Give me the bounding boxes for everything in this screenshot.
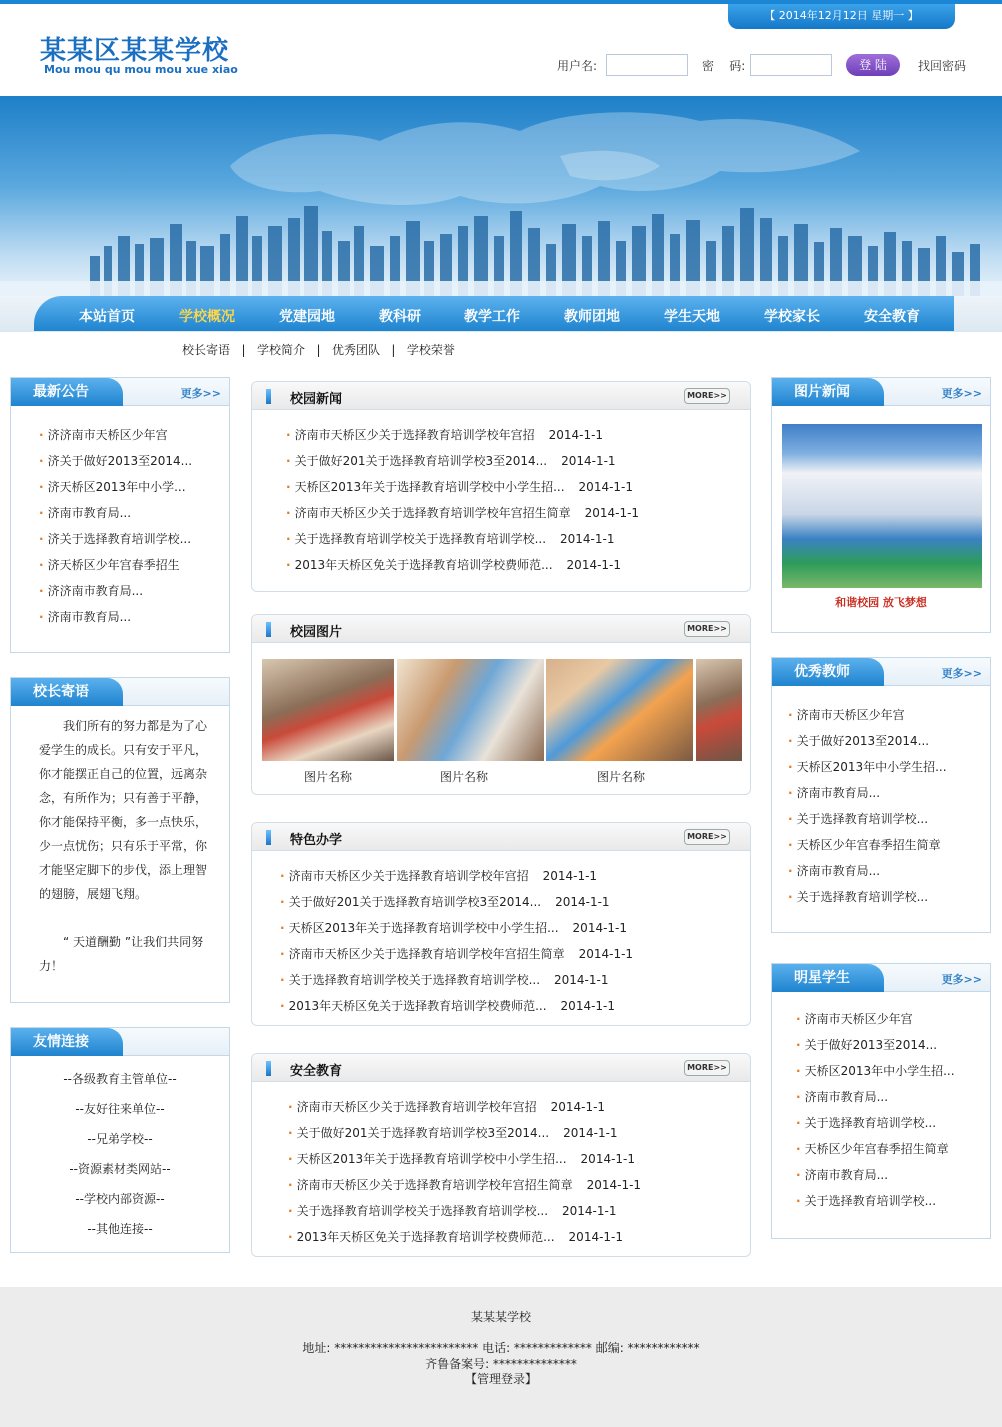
item-title: 济南市天桥区少关于选择教育培训学校年宫招生简章 (296, 1178, 573, 1192)
item-title: 天桥区2013年关于选择教育培训学校中小学生招... (294, 480, 565, 494)
panel-title: 图片新闻 (772, 378, 884, 406)
safety-education-panel (251, 1053, 751, 1257)
notices-panel (10, 377, 230, 653)
panel-header (252, 615, 750, 643)
school-logo-pinyin: Mou mou qu mou mou xue xiao (44, 63, 238, 76)
list-item[interactable]: · 关于选择教育培训学校... (796, 1188, 955, 1214)
campus-photo-1[interactable] (262, 659, 394, 761)
username-label: 用户名: (557, 59, 598, 73)
subnav-team[interactable]: 优秀团队 (331, 343, 380, 357)
item-title: 天桥区2013年关于选择教育培训学校中小学生招... (288, 921, 559, 935)
panel-title: 友情连接 (11, 1028, 123, 1056)
panel-title: 明星学生 (772, 964, 884, 992)
login-button[interactable]: 登 陆 (846, 54, 900, 76)
list-item[interactable]: · 济南市天桥区少年宫 (796, 1006, 955, 1032)
header-marker (266, 389, 271, 404)
list-item[interactable]: · 济天桥区2013年中小学... (39, 474, 192, 500)
subnav (182, 341, 455, 358)
footer-address: 地址: ************************ 电话: ************* 邮编: ************ (302, 1341, 700, 1355)
notice-list (39, 422, 192, 630)
admin-login-link[interactable]: 【管理登录】 (464, 1372, 537, 1386)
item-date: 2014-1-1 (580, 1152, 636, 1166)
campus-pictures-panel (251, 614, 751, 795)
panel-header (772, 658, 990, 686)
footer-icp: 齐鲁备案号: ************** (425, 1357, 577, 1371)
list-item[interactable]: · 关于做好2013至2014... (788, 728, 947, 754)
hero-banner (0, 96, 1002, 296)
panel-title: 校园图片 (290, 625, 343, 640)
campus-news-panel (251, 381, 751, 592)
campus-photo-4[interactable] (696, 659, 742, 761)
nav-item-teaching[interactable]: 教学工作 (464, 309, 520, 325)
nav-item-parents[interactable]: 学校家长 (764, 309, 820, 325)
list-item[interactable]: · 天桥区少年宫春季招生简章 (796, 1136, 955, 1162)
list-item[interactable]: · 天桥区少年宫春季招生简章 (788, 832, 947, 858)
item-date: 2014-1-1 (548, 428, 604, 442)
more-link[interactable]: 更多>> (941, 667, 982, 680)
panel-title: 特色办学 (290, 833, 343, 848)
subnav-intro[interactable]: 学校简介 (256, 343, 305, 357)
date-display: 【 2014年12月12日 星期一 】 (728, 4, 955, 29)
list-item[interactable] (286, 448, 639, 474)
item-title: 济南市天桥区少关于选择教育培训学校年宫招生简章 (294, 506, 571, 520)
list-item[interactable]: · 济南市教育局... (39, 500, 192, 526)
students-list (796, 1006, 955, 1214)
list-item[interactable]: · 天桥区2013年中小学生招... (788, 754, 947, 780)
nav-item-teachers[interactable]: 教师团地 (564, 309, 620, 325)
nav-item-safety[interactable]: 安全教育 (864, 309, 920, 325)
list-item[interactable] (288, 1146, 641, 1172)
excellent-teachers-panel (771, 657, 991, 933)
school-logo[interactable]: 某某区某某学校 (40, 36, 230, 66)
panel-title: 校园新闻 (290, 392, 343, 407)
list-item[interactable] (280, 941, 633, 967)
safety-list (288, 1094, 641, 1250)
panel-header (252, 382, 750, 410)
list-item[interactable]: · 济南市教育局... (796, 1162, 955, 1188)
item-date: 2014-1-1 (555, 895, 610, 909)
password-label: 密 码: (702, 59, 746, 73)
list-item[interactable]: · 济济南市教育局... (39, 578, 192, 604)
header-marker (266, 622, 271, 637)
item-date: 2014-1-1 (586, 1178, 642, 1192)
more-button[interactable]: MORE>> (684, 829, 730, 845)
link-item[interactable]: --资源素材类网站-- (69, 1162, 171, 1176)
principal-slogan-text: “ 天道酬勤 ”让我们共同努力！ (39, 935, 204, 973)
more-button[interactable]: MORE>> (684, 1060, 730, 1076)
panel-header (252, 1054, 750, 1082)
list-item[interactable]: · 济天桥区少年宫春季招生 (39, 552, 192, 578)
item-title: 关于选择教育培训学校关于选择教育培训学校... (296, 1204, 549, 1218)
panel-title: 优秀教师 (772, 658, 884, 686)
list-item[interactable]: · 济关于选择教育培训学校... (39, 526, 192, 552)
item-title: 济南市天桥区少关于选择教育培训学校年宫招 (288, 869, 529, 883)
list-item[interactable]: · 济关于做好2013至2014... (39, 448, 192, 474)
forgot-password-link[interactable]: 找回密码 (918, 59, 967, 73)
panel-header (772, 378, 990, 406)
password-input[interactable] (750, 54, 832, 76)
campus-photo-2[interactable] (397, 659, 544, 761)
friend-links-panel (10, 1027, 230, 1253)
header-marker (266, 1061, 271, 1076)
panel-title: 最新公告 (11, 378, 123, 406)
star-students-panel (771, 963, 991, 1239)
item-title: 济南市天桥区少关于选择教育培训学校年宫招生简章 (288, 947, 565, 961)
more-button[interactable]: MORE>> (684, 388, 730, 404)
nav-item-home[interactable]: 本站首页 (79, 309, 135, 325)
nav-item-research[interactable]: 教科研 (379, 309, 421, 325)
list-item[interactable]: · 天桥区2013年中小学生招... (796, 1058, 955, 1084)
list-item[interactable] (288, 1094, 641, 1120)
special-programs-panel (251, 822, 751, 1026)
panel-header (252, 823, 750, 851)
subnav-principal[interactable]: 校长寄语 (182, 343, 231, 357)
item-title: 关于做好201关于选择教育培训学校3至2014... (296, 1126, 550, 1140)
item-date: 2014-1-1 (572, 921, 628, 935)
item-title: 济南市天桥区少关于选择教育培训学校年宫招 (294, 428, 535, 442)
header-marker (266, 830, 271, 845)
list-item[interactable] (280, 915, 633, 941)
item-title: 关于选择教育培训学校关于选择教育培训学校... (288, 973, 541, 987)
item-date: 2014-1-1 (578, 480, 634, 494)
main-nav (34, 296, 954, 331)
special-list (280, 863, 633, 1019)
list-item[interactable] (280, 863, 633, 889)
photo-caption: 图片名称 (597, 770, 646, 784)
more-link[interactable]: 更多>> (941, 973, 982, 986)
subnav-separator: | (316, 343, 321, 357)
list-item[interactable] (288, 1198, 641, 1224)
nav-item-party[interactable]: 党建园地 (279, 309, 335, 325)
photo-caption: 图片名称 (304, 770, 353, 784)
subnav-separator: | (241, 343, 246, 357)
list-item[interactable] (280, 967, 633, 993)
item-date: 2014-1-1 (568, 1230, 624, 1244)
photo-news-image[interactable] (782, 424, 982, 588)
item-title: 关于做好201关于选择教育培训学校3至2014... (294, 454, 548, 468)
username-input[interactable] (606, 54, 688, 76)
item-date: 2014-1-1 (554, 973, 609, 987)
photo-news-caption: 和谐校园 放飞梦想 (835, 596, 927, 609)
item-date: 2014-1-1 (542, 869, 598, 883)
item-date: 2014-1-1 (550, 1100, 606, 1114)
more-link[interactable]: 更多>> (941, 387, 982, 400)
panel-header (11, 678, 229, 706)
panel-header (11, 378, 229, 406)
list-item[interactable] (286, 474, 639, 500)
nav-item-students[interactable]: 学生天地 (664, 309, 720, 325)
list-item[interactable] (288, 1224, 641, 1250)
item-date: 2014-1-1 (578, 947, 634, 961)
item-title: 关于选择教育培训学校关于选择教育培训学校... (294, 532, 547, 546)
list-item[interactable] (288, 1172, 641, 1198)
item-date: 2014-1-1 (560, 999, 616, 1013)
list-item[interactable]: · 济济南市天桥区少年宫 (39, 422, 192, 448)
photo-caption: 图片名称 (440, 770, 489, 784)
principal-message-panel (10, 677, 230, 1003)
link-item[interactable]: --学校内部资源-- (75, 1192, 165, 1206)
link-item[interactable]: --友好往来单位-- (75, 1102, 165, 1116)
more-button[interactable]: MORE>> (684, 621, 730, 637)
list-item[interactable] (288, 1120, 641, 1146)
nav-item-school-overview[interactable]: 学校概况 (179, 309, 235, 325)
footer-school-name: 某某某学校 (470, 1310, 531, 1324)
teachers-list (788, 702, 947, 910)
item-title: 济南市天桥区少关于选择教育培训学校年宫招 (296, 1100, 537, 1114)
photo-news-panel (771, 377, 991, 633)
item-date: 2014-1-1 (560, 532, 615, 546)
item-date: 2014-1-1 (562, 1204, 617, 1218)
news-list (286, 422, 639, 578)
list-item[interactable]: · 关于选择教育培训学校... (788, 884, 947, 910)
list-item[interactable]: · 济南市教育局... (788, 780, 947, 806)
item-date: 2014-1-1 (566, 558, 622, 572)
list-item[interactable]: · 关于选择教育培训学校... (788, 806, 947, 832)
list-item[interactable]: · 济南市天桥区少年宫 (788, 702, 947, 728)
list-item[interactable] (286, 500, 639, 526)
list-item[interactable] (280, 889, 633, 915)
subnav-honors[interactable]: 学校荣誉 (406, 343, 455, 357)
list-item[interactable]: · 济南市教育局... (796, 1084, 955, 1110)
item-date: 2014-1-1 (561, 454, 616, 468)
list-item[interactable] (286, 422, 639, 448)
more-link[interactable]: 更多>> (180, 387, 221, 400)
link-item[interactable]: --兄弟学校-- (87, 1132, 153, 1146)
panel-header (11, 1028, 229, 1056)
subnav-separator: | (391, 343, 396, 357)
list-item[interactable] (286, 526, 639, 552)
item-title: 关于做好201关于选择教育培训学校3至2014... (288, 895, 542, 909)
list-item[interactable] (286, 552, 639, 578)
link-item[interactable]: --其他连接-- (87, 1222, 153, 1236)
city-skyline-image (0, 96, 1002, 296)
item-title: 2013年天桥区免关于选择教育培训学校费师范... (288, 999, 547, 1013)
list-item[interactable]: · 济南市教育局... (788, 858, 947, 884)
item-title: 2013年天桥区免关于选择教育培训学校费师范... (294, 558, 553, 572)
list-item[interactable]: · 关于选择教育培训学校... (796, 1110, 955, 1136)
list-item[interactable] (280, 993, 633, 1019)
panel-header (772, 964, 990, 992)
item-title: 天桥区2013年关于选择教育培训学校中小学生招... (296, 1152, 567, 1166)
item-date: 2014-1-1 (563, 1126, 618, 1140)
item-title: 2013年天桥区免关于选择教育培训学校费师范... (296, 1230, 555, 1244)
panel-title: 校长寄语 (11, 678, 123, 706)
link-item[interactable]: --各级教育主管单位-- (63, 1072, 177, 1086)
item-date: 2014-1-1 (584, 506, 640, 520)
principal-message-text: 我们所有的努力都是为了心爱学生的成长。只有安于平凡，你才能摆正自己的位置，远离杂念，有所作为；只有善于平静，你才能保持平衡，多一点快乐，少一点忧伤；只有乐于平常，你才能坚定脚下的步伐，添上理智的翅膀，展翅飞翔。 (39, 719, 208, 901)
panel-title: 安全教育 (290, 1064, 343, 1079)
footer (0, 1287, 1002, 1427)
links-list (11, 1064, 229, 1244)
list-item[interactable]: · 关于做好2013至2014... (796, 1032, 955, 1058)
list-item[interactable]: · 济南市教育局... (39, 604, 192, 630)
campus-photo-3[interactable] (546, 659, 693, 761)
